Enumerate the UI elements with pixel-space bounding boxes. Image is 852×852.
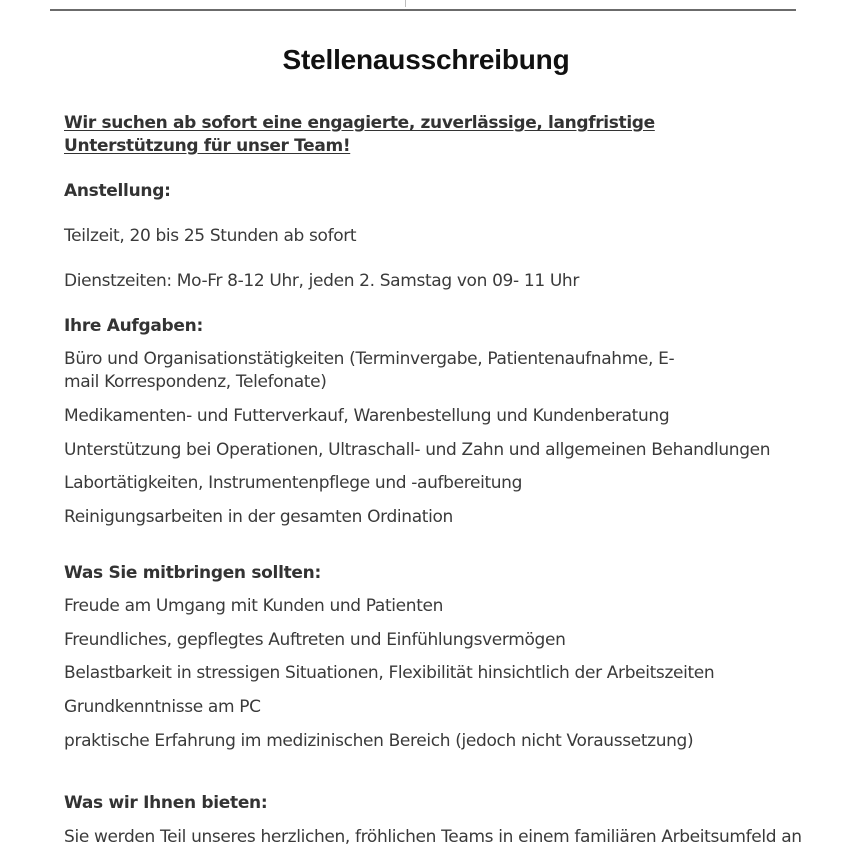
aufgaben-item: Unterstützung bei Operationen, Ultraschall- und Zahn und allgemeinen Behandlungen: [64, 440, 771, 460]
mitbringen-item: Freude am Umgang mit Kunden und Patienten: [64, 596, 444, 616]
aufgaben-item: Büro und Organisationstätigkeiten (Terminvergabe, Patientenaufnahme, E-mail Korrespondenz, Telefonate): [64, 349, 675, 392]
header-rule: [50, 9, 796, 11]
section-heading-aufgaben: Ihre Aufgaben:: [64, 316, 203, 336]
aufgaben-item: Reinigungsarbeiten in der gesamten Ordination: [64, 507, 453, 527]
mitbringen-item: praktische Erfahrung im medizinischen Bereich (jedoch nicht Voraussetzung): [64, 731, 694, 751]
anstellung-line: Dienstzeiten: Mo-Fr 8-12 Uhr, jeden 2. Samstag von 09- 11 Uhr: [64, 271, 579, 291]
section-heading-anstellung: Anstellung:: [64, 181, 171, 201]
mitbringen-item: Grundkenntnisse am PC: [64, 697, 261, 717]
aufgaben-item: Medikamenten- und Futterverkauf, Warenbestellung und Kundenberatung: [64, 406, 670, 426]
document-title: Stellenausschreibung: [282, 44, 570, 75]
aufgaben-item: Labortätigkeiten, Instrumentenpflege und -aufbereitung: [64, 473, 523, 493]
mitbringen-item: Belastbarkeit in stressigen Situationen, Flexibilität hinsichtlich der Arbeitszeiten: [64, 663, 715, 683]
bieten-item: Sie werden Teil unseres herzlichen, fröhlichen Teams in einem familiären Arbeitsumfeld an: [64, 827, 802, 847]
anstellung-line: Teilzeit, 20 bis 25 Stunden ab sofort: [64, 226, 357, 246]
page-edge-mark: [405, 0, 406, 7]
lead-statement: Wir suchen ab sofort eine engagierte, zuverlässige, langfristige Unterstützung für unser Team!: [64, 113, 655, 156]
section-heading-bieten: Was wir Ihnen bieten:: [64, 793, 268, 813]
mitbringen-item: Freundliches, gepflegtes Auftreten und Einfühlungsvermögen: [64, 630, 566, 650]
section-heading-mitbringen: Was Sie mitbringen sollten:: [64, 563, 321, 583]
